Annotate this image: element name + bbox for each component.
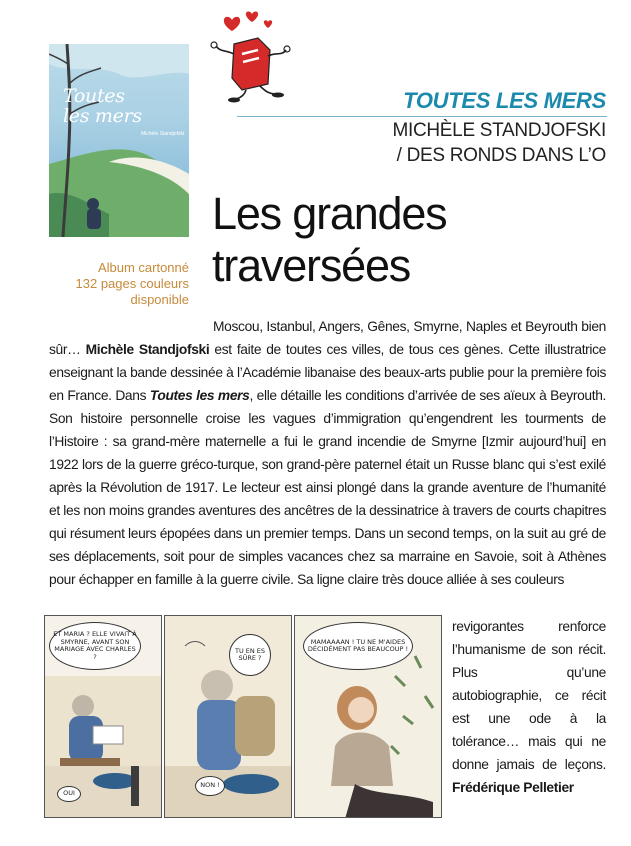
- signature: Frédérique Pelletier: [452, 780, 574, 795]
- format-binding: Album cartonné: [97, 260, 189, 275]
- speech-bubble: TU EN ES SÛRE ?: [229, 634, 271, 676]
- comic-panel-1: [44, 615, 162, 818]
- article-paragraph: Moscou, Istanbul, Angers, Gênes, Smyrne, Naples et Beyrouth bien sûr… Michèle Standjofski est faite de toutes ces villes, de tous ces gènes. Cette illustratrice enseignant la bande dessinée à l’Académie libanaise des beaux-arts publie pour la première fois en France. Dans Toutes les mers, elle détaille les conditions d’arrivée de ses aïeux à Beyrouth. Son histoire personnelle croise les vagues d’immigration qu’engendrent les tourments de l’Histoire : sa grand-mère maternelle a fui le grand incendie de Smyrne [Izmir aujourd’hui] en 1922 lors de la guerre gréco-turque, son grand-père paternel était un Russe blanc qui s’est exilé après la Révolution de 1917. Le lecteur est ainsi plongé dans la grande aventure de l’humanité et les non moins grandes aventures des ancêtres de la dessinatrice à travers de courts chapitres qui résument leurs épopées dans un premier temps. Dans un second temps, on la suit au gré de ses déplacements, soit pour de simples vacances chez sa marraine en Savoie, soit à Athènes pour échapper en famille à la guerre civile. Sa ligne claire très douce alliée à ses couleurs: [49, 319, 607, 587]
- format-info: [49, 260, 189, 308]
- format-pages: 132 pages couleurs: [75, 276, 189, 291]
- speech-bubble: MAMAAAAN ! TU NE M'AIDES DÉCIDÉMENT PAS BEAUCOUP !: [303, 622, 413, 670]
- comic-strip: [44, 615, 442, 818]
- cover-title: [63, 86, 142, 126]
- book-title: Toutes les mers: [149, 388, 250, 403]
- headline-line2: traversées: [212, 240, 411, 291]
- headline-line1: Les grandes: [212, 188, 447, 239]
- format-availability: disponible: [130, 292, 189, 307]
- header-rule: [237, 116, 607, 117]
- speech-bubble: NON !: [195, 776, 225, 796]
- cover-author: Michèle Standjofski: [141, 131, 185, 137]
- book-cover: [49, 44, 189, 237]
- comic-panel-3: [294, 615, 442, 818]
- author-bold: Michèle Standjofski: [85, 342, 210, 357]
- publisher-name: / DES RONDS DANS L’O: [396, 145, 606, 166]
- speech-bubble: OUI: [57, 786, 81, 802]
- comic-panel-2: [164, 615, 292, 818]
- headline: [212, 188, 446, 292]
- article-body-continued: revigorantes renforce l’humanisme de son récit. Plus qu’une autobiographie, ce récit est une ode à la tolérance… mais qui ne donne jamais de leçons. Frédérique Pelletier: [452, 619, 606, 795]
- cover-title-line1: Toutes: [63, 85, 125, 107]
- series-title: TOUTES LES MERS: [403, 88, 606, 113]
- article-body: [49, 315, 606, 591]
- speech-bubble: ET MARIA ? ELLE VIVAIT À SMYRNE, AVANT SON MARIAGE AVEC CHARLES ?: [49, 622, 141, 670]
- author-name: MICHÈLE STANDJOFSKI: [392, 120, 606, 141]
- cover-title-line2: les mers: [63, 105, 142, 127]
- book-mascot-icon: [196, 6, 304, 106]
